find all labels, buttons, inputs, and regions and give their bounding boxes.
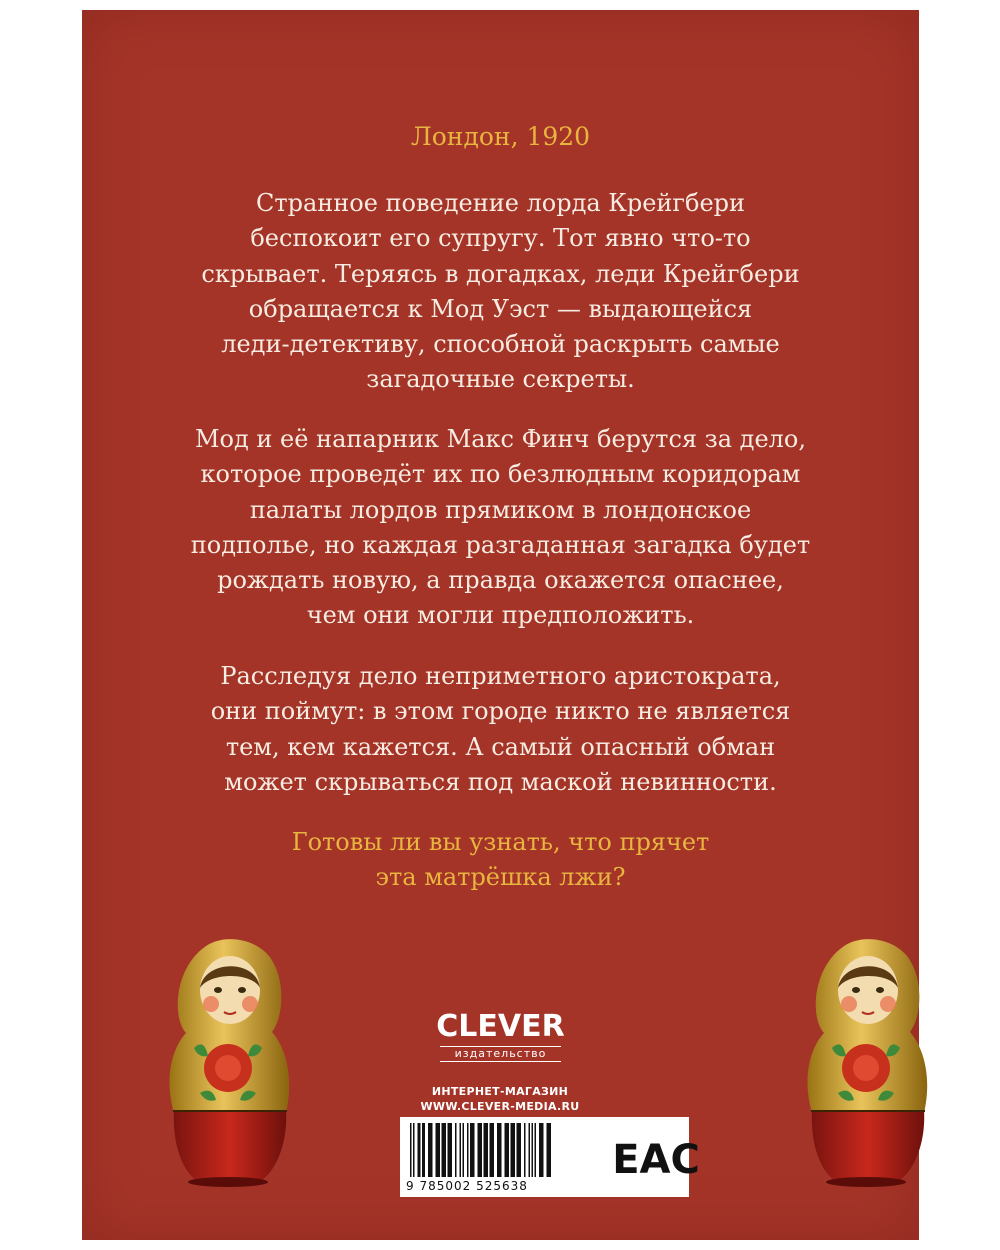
barcode-bar <box>455 1123 457 1177</box>
barcode-bar <box>497 1123 502 1177</box>
paragraph-line: Расследуя дело неприметного аристократа, <box>220 662 781 690</box>
cover-heading <box>82 118 919 156</box>
paragraph-line: Странное поведение лорда Крейгбери <box>255 189 746 217</box>
paragraph-line: Мод и её напарник Макс Финч берутся за дело, <box>194 425 806 453</box>
heading-text: Лондон, 1920 <box>410 122 591 151</box>
paragraph-line: чем они могли предположить. <box>306 601 695 630</box>
barcode-bar <box>410 1123 412 1177</box>
barcode-bar <box>413 1123 415 1177</box>
barcode-bar <box>490 1123 495 1177</box>
barcode-bar <box>539 1123 544 1177</box>
matryoshka-icon <box>802 928 932 1188</box>
barcode-bar <box>470 1123 475 1177</box>
book-back-cover <box>82 10 919 1240</box>
barcode-number: 9 785002 525638 <box>406 1179 528 1193</box>
barcode-bar <box>547 1123 552 1177</box>
paragraph-line: подполье, но каждая разгаданная загадка будет <box>190 530 811 559</box>
paragraph-line: рождать новую, а правда окажется опаснее, <box>217 566 784 595</box>
barcode-bar <box>418 1123 421 1177</box>
paragraph-line: которое проведёт их по безлюдным коридорам <box>200 460 801 489</box>
barcode-area <box>400 1117 700 1197</box>
paragraph-line: палаты лордов прямиком в лондонское <box>249 495 752 524</box>
paragraph-line: беспокоит его супругу. Тот явно что-то <box>250 224 751 253</box>
barcode-bar <box>460 1123 462 1177</box>
barcode-bar <box>436 1123 441 1177</box>
shop-info <box>400 1084 600 1114</box>
paragraph-line: может скрываться под маской невинности. <box>224 767 777 796</box>
barcode-bar <box>511 1123 516 1177</box>
closing-question <box>82 825 919 896</box>
barcode-bar <box>442 1123 447 1177</box>
barcode-bar <box>422 1123 425 1177</box>
barcode-bar <box>517 1123 522 1177</box>
paragraph-2 <box>82 422 919 634</box>
barcode-bar <box>478 1123 483 1177</box>
barcode-bar <box>505 1123 510 1177</box>
shop-website: WWW.CLEVER-MEDIA.RU <box>420 1100 580 1113</box>
publisher-name: CLEVER <box>436 1009 565 1044</box>
paragraph-3 <box>82 659 919 800</box>
paragraph-1 <box>82 186 919 398</box>
publisher-logo <box>432 1010 569 1062</box>
closing-line: Готовы ли вы узнать, что прячет <box>291 828 710 856</box>
paragraph-line: скрывает. Теряясь в догадках, леди Крейгбери <box>201 259 800 288</box>
barcode-bar <box>535 1123 537 1177</box>
paragraph-line: загадочные секреты. <box>366 365 635 394</box>
paragraph-line: тем, кем кажется. А самый опасный обман <box>225 732 776 761</box>
paragraph-line: обращается к Мод Уэст — выдающейся <box>248 294 753 323</box>
publisher-subtitle: издательство <box>440 1046 561 1062</box>
matryoshka-icon <box>164 928 294 1188</box>
barcode-icon <box>406 1123 611 1179</box>
barcode-bar <box>467 1123 469 1177</box>
barcode-bar <box>524 1123 526 1177</box>
barcode-bar <box>532 1123 534 1177</box>
paragraph-line: леди-детективу, способной раскрыть самые <box>221 330 780 359</box>
closing-line: эта матрёшка лжи? <box>375 863 626 892</box>
barcode-bar <box>463 1123 465 1177</box>
barcode-bar <box>484 1123 489 1177</box>
eac-mark-icon <box>612 1127 700 1185</box>
barcode-bar <box>448 1123 453 1177</box>
eac-mark: EAC <box>612 1137 700 1183</box>
paragraph-line: они поймут: в этом городе никто не является <box>210 697 791 726</box>
barcode-bar <box>428 1123 433 1177</box>
shop-label: ИНТЕРНЕТ-МАГАЗИН <box>431 1085 569 1098</box>
barcode-bar <box>529 1123 531 1177</box>
